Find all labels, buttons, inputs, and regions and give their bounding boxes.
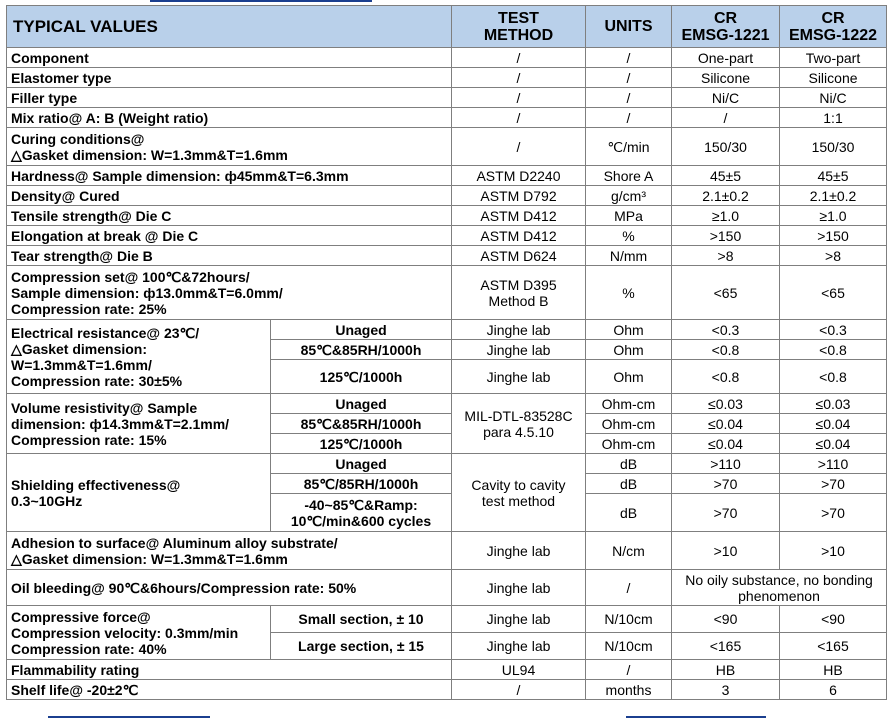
property-label: Compressive force@ Compression velocity: 0.3mm/min Compression rate: 40% xyxy=(7,606,271,660)
unit-cell: / xyxy=(586,108,672,128)
value-1221: Silicone xyxy=(672,68,780,88)
value-1221: ≤0.03 xyxy=(672,394,780,414)
property-label: Filler type xyxy=(7,88,452,108)
value-1221: >8 xyxy=(672,246,780,266)
unit-cell: % xyxy=(586,226,672,246)
row-compression-set xyxy=(7,266,887,320)
test-method-cell: MIL-DTL-83528C para 4.5.10 xyxy=(452,394,586,454)
unit-cell: ℃/min xyxy=(586,128,672,166)
value-1221: 2.1±0.2 xyxy=(672,186,780,206)
property-label: Volume resistivity@ Sample dimension: ф14.3mm&T=2.1mm/ Compression rate: 15% xyxy=(7,394,271,454)
test-method-cell: ASTM D412 xyxy=(452,226,586,246)
property-label: Elongation at break @ Die C xyxy=(7,226,452,246)
row-shielding-unaged xyxy=(7,454,887,474)
condition-cell: Unaged xyxy=(271,394,452,414)
unit-cell: Ohm-cm xyxy=(586,414,672,434)
value-1222: <90 xyxy=(780,606,887,633)
value-1221: HB xyxy=(672,660,780,680)
test-method-cell: Jinghe lab xyxy=(452,340,586,360)
row-flammability xyxy=(7,660,887,680)
unit-cell: % xyxy=(586,266,672,320)
test-method-cell: Jinghe lab xyxy=(452,532,586,570)
value-1221: One-part xyxy=(672,48,780,68)
unit-cell: Ohm-cm xyxy=(586,434,672,454)
value-1222: <0.8 xyxy=(780,340,887,360)
row-tensile-strength xyxy=(7,206,887,226)
test-method-cell: / xyxy=(452,48,586,68)
condition-cell: 85℃&85RH/1000h xyxy=(271,414,452,434)
value-1222: >70 xyxy=(780,474,887,494)
value-1222: Two-part xyxy=(780,48,887,68)
value-1221: ≥1.0 xyxy=(672,206,780,226)
test-method-cell: / xyxy=(452,128,586,166)
value-1221: <0.3 xyxy=(672,320,780,340)
bottom-decorative-rule-right xyxy=(626,716,766,718)
row-density xyxy=(7,186,887,206)
property-label: Shielding effectiveness@ 0.3~10GHz xyxy=(7,454,271,532)
value-1221: 150/30 xyxy=(672,128,780,166)
property-label: Flammability rating xyxy=(7,660,452,680)
value-1221: <90 xyxy=(672,606,780,633)
test-method-cell: / xyxy=(452,108,586,128)
value-both: No oily substance, no bonding phenomenon xyxy=(672,570,887,606)
value-1222: >8 xyxy=(780,246,887,266)
unit-cell: Shore A xyxy=(586,166,672,186)
value-1221: <65 xyxy=(672,266,780,320)
test-method-cell: Jinghe lab xyxy=(452,570,586,606)
value-1222: ≤0.04 xyxy=(780,434,887,454)
test-method-cell: ASTM D412 xyxy=(452,206,586,226)
test-method-cell: Jinghe lab xyxy=(452,633,586,660)
top-decorative-rule xyxy=(150,0,372,2)
unit-cell: N/10cm xyxy=(586,633,672,660)
property-label: Adhesion to surface@ Aluminum alloy substrate/ △Gasket dimension: W=1.3mm&T=1.6mm xyxy=(7,532,452,570)
value-1221: / xyxy=(672,108,780,128)
row-oil-bleeding xyxy=(7,570,887,606)
property-label: Component xyxy=(7,48,452,68)
row-filler-type xyxy=(7,88,887,108)
condition-cell: -40~85℃&Ramp: 10℃/min&600 cycles xyxy=(271,494,452,532)
condition-cell: Unaged xyxy=(271,454,452,474)
header-product-1: CR EMSG-1221 xyxy=(672,6,780,48)
unit-cell: / xyxy=(586,570,672,606)
value-1222: HB xyxy=(780,660,887,680)
header-units: UNITS xyxy=(586,6,672,48)
unit-cell: / xyxy=(586,68,672,88)
value-1221: Ni/C xyxy=(672,88,780,108)
value-1222: <0.3 xyxy=(780,320,887,340)
value-1222: ≤0.03 xyxy=(780,394,887,414)
condition-cell: 85℃&85RH/1000h xyxy=(271,340,452,360)
test-method-cell: UL94 xyxy=(452,660,586,680)
value-1221: <0.8 xyxy=(672,340,780,360)
value-1222: ≥1.0 xyxy=(780,206,887,226)
value-1222: 6 xyxy=(780,680,887,700)
property-label: Curing conditions@ △Gasket dimension: W=1.3mm&T=1.6mm xyxy=(7,128,452,166)
test-method-cell: / xyxy=(452,68,586,88)
header-typical-values: TYPICAL VALUES xyxy=(7,6,452,48)
value-1221: <0.8 xyxy=(672,360,780,394)
value-1221: ≤0.04 xyxy=(672,414,780,434)
value-1222: 2.1±0.2 xyxy=(780,186,887,206)
value-1222: >70 xyxy=(780,494,887,532)
test-method-cell: Cavity to cavity test method xyxy=(452,454,586,532)
value-1222: >150 xyxy=(780,226,887,246)
value-1222: ≤0.04 xyxy=(780,414,887,434)
test-method-cell: Jinghe lab xyxy=(452,606,586,633)
property-label: Hardness@ Sample dimension: ф45mm&T=6.3mm xyxy=(7,166,452,186)
property-label: Mix ratio@ A: B (Weight ratio) xyxy=(7,108,452,128)
unit-cell: / xyxy=(586,88,672,108)
property-label: Elastomer type xyxy=(7,68,452,88)
condition-cell: Small section, ± 10 xyxy=(271,606,452,633)
unit-cell: Ohm-cm xyxy=(586,394,672,414)
header-test-method: TEST METHOD xyxy=(452,6,586,48)
value-1222: Silicone xyxy=(780,68,887,88)
property-label: Electrical resistance@ 23℃/ △Gasket dimension: W=1.3mm&T=1.6mm/ Compression rate: 30±5% xyxy=(7,320,271,394)
unit-cell: dB xyxy=(586,474,672,494)
test-method-cell: ASTM D792 xyxy=(452,186,586,206)
property-label: Shelf life@ -20±2℃ xyxy=(7,680,452,700)
unit-cell: dB xyxy=(586,454,672,474)
test-method-cell: Jinghe lab xyxy=(452,320,586,340)
unit-cell: / xyxy=(586,660,672,680)
row-compressive-small xyxy=(7,606,887,633)
value-1222: <65 xyxy=(780,266,887,320)
value-1221: >10 xyxy=(672,532,780,570)
table-header-row xyxy=(7,6,887,48)
unit-cell: N/mm xyxy=(586,246,672,266)
unit-cell: Ohm xyxy=(586,340,672,360)
row-mix-ratio xyxy=(7,108,887,128)
row-shelf-life xyxy=(7,680,887,700)
row-tear-strength xyxy=(7,246,887,266)
value-1221: 3 xyxy=(672,680,780,700)
value-1222: 150/30 xyxy=(780,128,887,166)
value-1222: Ni/C xyxy=(780,88,887,108)
value-1221: <165 xyxy=(672,633,780,660)
row-electrical-resistance-unaged xyxy=(7,320,887,340)
unit-cell: N/10cm xyxy=(586,606,672,633)
unit-cell: dB xyxy=(586,494,672,532)
property-label: Density@ Cured xyxy=(7,186,452,206)
value-1222: 1:1 xyxy=(780,108,887,128)
row-elastomer-type xyxy=(7,68,887,88)
property-label: Tensile strength@ Die C xyxy=(7,206,452,226)
row-hardness xyxy=(7,166,887,186)
value-1221: >70 xyxy=(672,494,780,532)
condition-cell: Large section, ± 15 xyxy=(271,633,452,660)
value-1222: >10 xyxy=(780,532,887,570)
value-1221: >70 xyxy=(672,474,780,494)
test-method-cell: ASTM D2240 xyxy=(452,166,586,186)
condition-cell: 125℃/1000h xyxy=(271,434,452,454)
bottom-decorative-rule-left xyxy=(48,716,210,718)
value-1222: <0.8 xyxy=(780,360,887,394)
value-1222: <165 xyxy=(780,633,887,660)
property-label: Tear strength@ Die B xyxy=(7,246,452,266)
unit-cell: N/cm xyxy=(586,532,672,570)
property-label: Oil bleeding@ 90℃&6hours/Compression rate: 50% xyxy=(7,570,452,606)
header-product-2: CR EMSG-1222 xyxy=(780,6,887,48)
row-volume-resistivity-unaged xyxy=(7,394,887,414)
row-component xyxy=(7,48,887,68)
condition-cell: 125℃/1000h xyxy=(271,360,452,394)
test-method-cell: Jinghe lab xyxy=(452,360,586,394)
row-elongation xyxy=(7,226,887,246)
unit-cell: / xyxy=(586,48,672,68)
value-1221: >110 xyxy=(672,454,780,474)
unit-cell: g/cm³ xyxy=(586,186,672,206)
unit-cell: months xyxy=(586,680,672,700)
value-1222: >110 xyxy=(780,454,887,474)
condition-cell: Unaged xyxy=(271,320,452,340)
test-method-cell: / xyxy=(452,88,586,108)
typical-values-table xyxy=(6,5,887,700)
unit-cell: Ohm xyxy=(586,320,672,340)
test-method-cell: / xyxy=(452,680,586,700)
row-curing-conditions xyxy=(7,128,887,166)
value-1221: ≤0.04 xyxy=(672,434,780,454)
unit-cell: MPa xyxy=(586,206,672,226)
test-method-cell: ASTM D395 Method B xyxy=(452,266,586,320)
value-1222: 45±5 xyxy=(780,166,887,186)
row-adhesion xyxy=(7,532,887,570)
value-1221: >150 xyxy=(672,226,780,246)
condition-cell: 85℃/85RH/1000h xyxy=(271,474,452,494)
unit-cell: Ohm xyxy=(586,360,672,394)
value-1221: 45±5 xyxy=(672,166,780,186)
property-label: Compression set@ 100℃&72hours/ Sample dimension: ф13.0mm&T=6.0mm/ Compression rate: 25% xyxy=(7,266,452,320)
test-method-cell: ASTM D624 xyxy=(452,246,586,266)
